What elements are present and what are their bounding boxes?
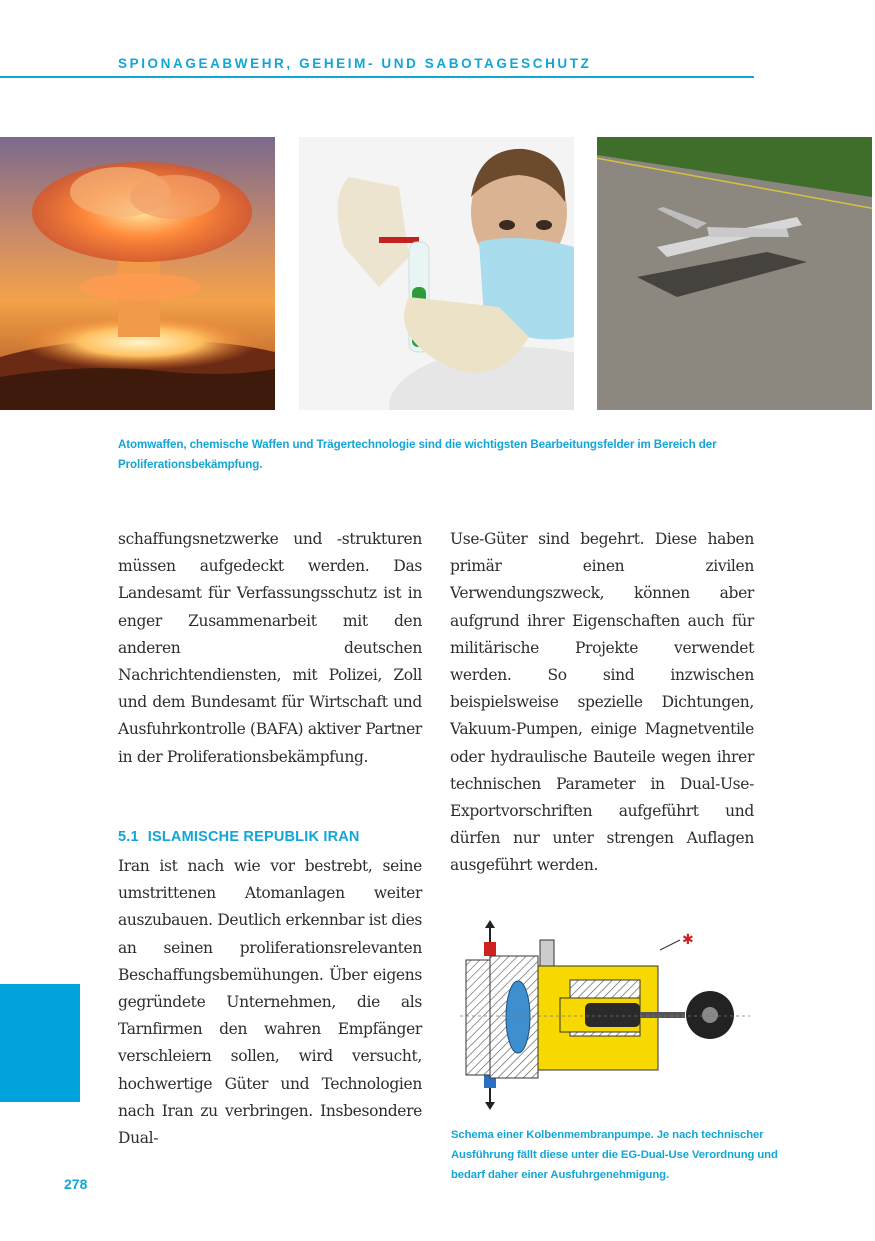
- svg-text:✱: ✱: [682, 932, 694, 948]
- body-text-right: Use-Güter sind begehrt. Diese haben primär einen zivilen Verwendungszweck, können aber aufgrund ihrer Eigenschaften auch für militärische Projekte verwendet werden. So sind inzwischen beispielsweise spezielle Dichtungen, Vakuum-Pumpen, einige Magnetventile oder hydraulische Bauteile wegen ihrer technischen Parameter in Dual-Use-Exportvorschriften aufgeführt und dürfen nur unter strengen Auflagen ausgeführt werden.: [450, 530, 754, 875]
- body-text-left-top: schaffungsnetzwerke und -strukturen müssen aufgedeckt werden. Das Landesamt für Verfassungsschutz ist in enger Zusammenarbeit mit den anderen deutschen Nachrichtendiensten, mit Polizei, Zoll und dem Bundesamt für Wirtschaft und Ausfuhrkontrolle (BAFA) aktiver Partner in der Proliferationsbekämpfung.: [118, 530, 422, 766]
- photo-nuclear-explosion: [0, 137, 275, 410]
- body-text-left-bottom: Iran ist nach wie vor bestrebt, seine umstrittenen Atomanlagen weiter auszubauen. Deutlich erkennbar ist dies an seinen proliferationsrelevanten Beschaffungsbemühungen. Über eigens gegründete Unternehmen, die als Tarnfirmen den wahren Empfänger verschleiern sollen, wird versucht, hochwertige Güter und Technologien nach Iran zu verbringen. Insbesondere Dual-: [118, 857, 422, 1148]
- page-number: 278: [64, 1176, 88, 1192]
- pump-diagram: [460, 920, 760, 1110]
- header-rule: [0, 76, 754, 78]
- section-title: ISLAMISCHE REPUBLIK IRAN: [147, 829, 360, 845]
- section-number: 5.1: [118, 829, 139, 845]
- photo-drone: [597, 137, 872, 410]
- photo-lab-worker: [299, 137, 574, 410]
- photo-caption: Atomwaffen, chemische Waffen und Trägertechnologie sind die wichtigsten Bearbeitungsfelder im Bereich der Proliferationsbekämpfung.: [118, 438, 717, 471]
- section-heading: [118, 829, 360, 845]
- running-head: SPIONAGEABWEHR, GEHEIM- UND SABOTAGESCHUTZ: [118, 56, 592, 71]
- chapter-side-tab: [0, 984, 80, 1102]
- diagram-caption: Schema einer Kolbenmembranpumpe. Je nach technischer Ausführung fällt diese unter die EG-Dual-Use Verordnung und bedarf daher einer Ausfuhrgenehmigung.: [451, 1129, 778, 1181]
